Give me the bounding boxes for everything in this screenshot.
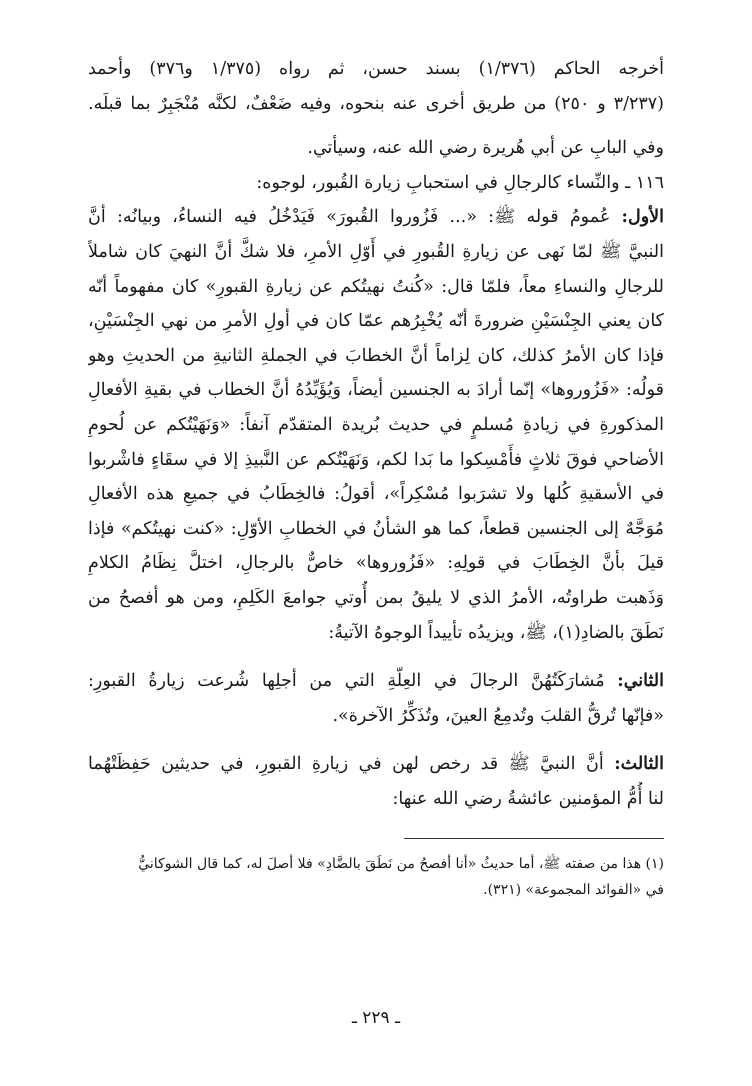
footnote-line: في «الفوائد المجموعة» (٣٢١). [483, 882, 664, 899]
text-line: مُوَجَّهٌ إلى الجنسين قطعاً، كما هو الشأنُ في الخطابِ الأوّلِ: «كنت نهيتُكم» فإذا [88, 518, 664, 539]
page-number: ـ ٢٢٩ ـ [351, 1008, 401, 1028]
text-line: المذكورةِ في زيادةِ مُسلمٍ في حديث بُريدة المتقدّم آنفاً: «وَنَهَيْتُكم عن لُحومِ [88, 414, 664, 435]
text-line: الثالث: أنَّ النبيَّ ﷺ قد رخص لهن في زيارةِ القبورِ، في حديثين حَفِظَتْهُما [88, 754, 664, 775]
footnote-line: (١) هذا من صفته ﷺ، أما حديثُ «أنا أفصحُ من نَطَقَ بالضَّادِ» فلا أصلَ له، كما قال الشوكانيُّ [138, 856, 664, 873]
point-label-second: الثاني: [617, 671, 664, 692]
text-line: فإذا كان الأمرُ كذلك، كان لِزاماً أنَّ الخطابَ في الجملةِ الثانيةِ من الحديثِ وهو [88, 345, 664, 366]
text-line: في الأسقيةِ كُلها ولا تشرَبوا مُسْكِراً»، أقولُ: فالخِطَابُ في جميعِ هذه الأفعالِ [88, 484, 664, 505]
text-line: كان يعني الجِنْسَيْنِ ضرورةَ أنّه يُخْبِرُهم عمّا كان في أولِ الأمرِ من نهي الجِنْسَيْنِ، [88, 311, 664, 332]
text-line: قيلَ بأنَّ الخِطَابَ في قولِهِ: «فَزُوروها» خاصٌّ بالرجالِ، اختلَّ نِظَامُ الكلامِ [88, 553, 664, 574]
text-line: أخرجه الحاكم (١/٣٧٦) بسند حسن، ثم رواه (١/٣٧٥ و٣٧٦) وأحمد [88, 59, 664, 79]
text-line: وَذَهبت طراوتُه، الأمرُ الذي لا يليقُ بمن أُوتي جوامعَ الكَلِمِ، ومن هو أفصحُ من [88, 587, 664, 608]
text-line: قولُه: «فَزُوروها» إنّما أرادَ به الجنسين أيضاً، وَيُؤَيِّدُهُ أنَّ الخطاب في بقيةِ الأفعالِ [88, 380, 664, 401]
text-line: الثاني: مُشارَكَتُهُنَّ الرجالَ في العِلّةِ التي من أجلِها شُرعت زيارةُ القبورِ: [88, 671, 664, 692]
point-label-third: الثالث: [614, 754, 664, 775]
text-line: النبيَّ ﷺ لمّا نَهى عن زيارةِ القُبورِ في أَوّلِ الأمرِ، فلا شكَّ أنَّ النهيَ كان شاملاً [88, 241, 664, 262]
text-line: «فإنّها تُرقُّ القلبَ وتُدمِعُ العينَ، وتُذَكِّرُ الآخرة». [332, 705, 664, 726]
text-line: الأول: عُمومُ قوله ﷺ: «... فَزُوروا القُبورَ» فَيَدْخُلُ فيه النساءُ، وبيانُه: أنَّ [88, 207, 664, 228]
text-line: الأضاحي فوقَ ثلاثٍ فأَمْسِكوا ما بَدا لكم، وَنَهَيْتُكم عن النَّبيذِ إلا في سقَاءٍ فاشْربوا [88, 449, 664, 470]
text-line: للرجالِ والنساءِ معاً، فلمّا قال: «كُنتُ نهيتُكم عن زيارةِ القبورِ» كان مفهوماً أنّه [88, 276, 664, 297]
footnote-divider [404, 838, 664, 839]
text-line: وفي البابِ عن أبي هُريرة رضي الله عنه، وسيأتي. [307, 138, 664, 159]
section-heading: ١١٦ ـ والنِّساء كالرجالِ في استحبابِ زيارة القُبور، لوجوه: [256, 172, 664, 193]
text-line: نَطَقَ بالضادِ(١)، ﷺ، ويزيدُه تأييداً الوجوهُ الآتيةُ: [328, 622, 664, 643]
text-line: (٣/٢٣٧ و ٢٥٠) من طريق أخرى عنه بنحوه، وفيه ضَعْفٌ، لكنَّه مُنْجَبِرٌ بما قبلَه. [88, 93, 664, 114]
point-label-first: الأول: [621, 207, 664, 228]
text-line: لنا أُمُّ المؤمنين عائشةُ رضي الله عنها: [392, 788, 664, 809]
